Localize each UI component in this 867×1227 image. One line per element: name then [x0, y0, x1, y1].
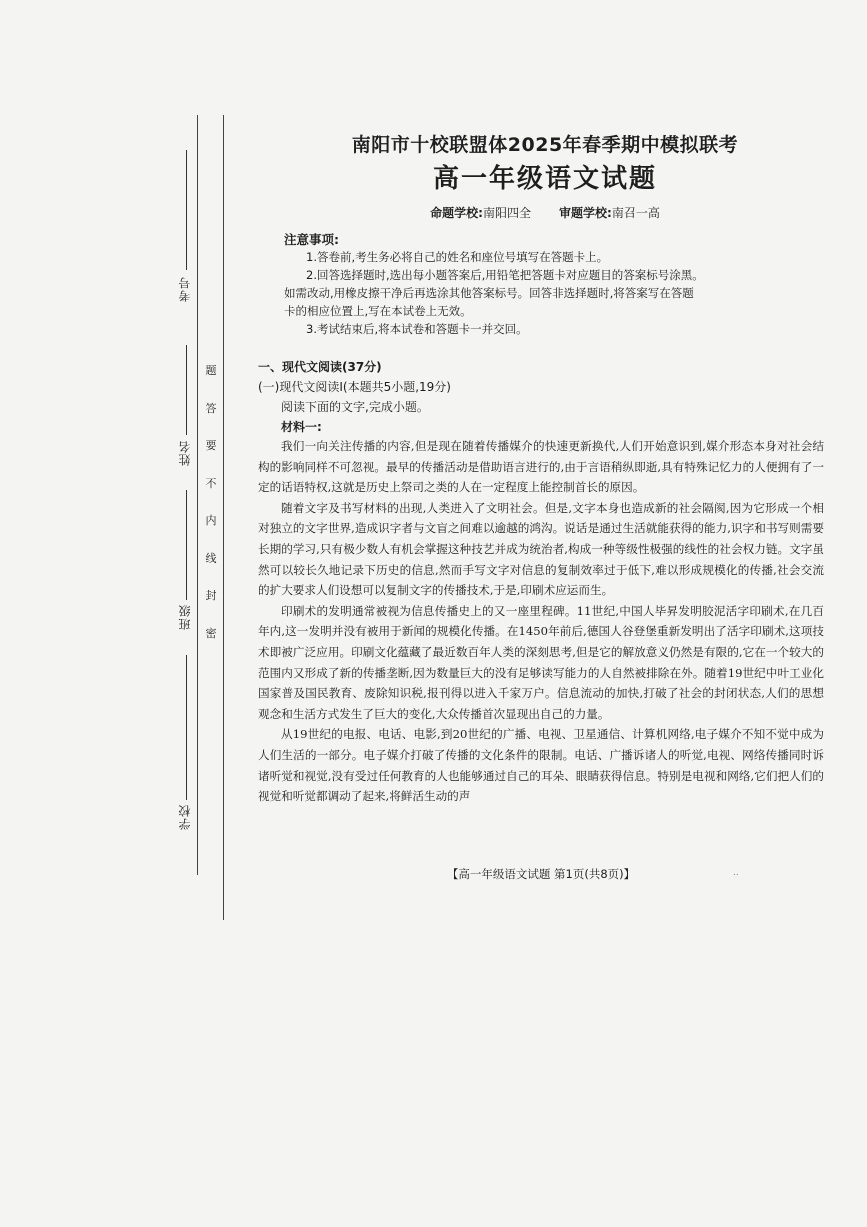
note-item: 2.回答选择题时,选出每小题答案后,用铅笔把答题卡对应题目的答案标号涂黑。 — [306, 268, 704, 282]
school-field-line — [186, 655, 187, 800]
note-item-cont: 如需改动,用橡皮擦干净后再选涂其他答案标号。回答非选择题时,将答案写在答题 — [284, 286, 694, 300]
note-item: 3.考试结束后,将本试卷和答题卡一并交回。 — [306, 322, 528, 336]
seal-char: 答 — [205, 401, 217, 415]
subsection-heading: (一)现代文阅读Ⅰ(本题共5小题,19分) — [258, 380, 451, 394]
seal-char: 题 — [205, 364, 217, 377]
note-item-cont: 卡的相应位置上,写在本试卷上无效。 — [284, 304, 472, 318]
notes-list — [284, 248, 744, 338]
exam-title-line1: 南阳市十校联盟体2025年春季期中模拟联考 — [351, 134, 739, 156]
reading-passage — [258, 436, 824, 807]
paragraph: 印刷术的发明通常被视为信息传播史上的又一座里程碑。11世纪,中国人毕昇发明胶泥活字印刷术,在几百年内,这一发明并没有被用于新闻的规模化传播。在1450年前后,德国人谷登堡重新发明出了活字印刷术,这项技术即被广泛应用。印刷文化蕴藏了最近数百年人类的深刻思考,但是它的解放意义仍然是有限的,它在一个较大的范围内又形成了新的传播垄断,因为数量巨大的没有足够读写能力的人自然被排除在外。随着19世纪中叶工业化国家普及国民教育、废除知识税,报刊得以进入千家万户。信息流动的加快,打破了社会的封闭状态,人们的思想观念和生活方式发生了巨大的变化,大众传播首次显现出自己的力量。 — [258, 603, 824, 721]
seal-char: 要 — [205, 439, 217, 452]
exam-title-line2: 高一年级语文试题 — [432, 164, 657, 194]
name-label: 姓名 — [178, 440, 192, 466]
binding-line-outer — [197, 115, 198, 875]
page-footer: 【高一年级语文试题 第1页(共8页)】 — [446, 867, 636, 881]
note-item: 1.答卷前,考生务必将自己的姓名和座位号填写在答题卡上。 — [306, 250, 609, 264]
seal-char: 封 — [205, 589, 217, 602]
exam-no-field-line — [186, 150, 187, 270]
instruction: 阅读下面的文字,完成小题。 — [281, 400, 429, 414]
notes-title: 注意事项: — [284, 232, 339, 247]
binding-line-inner — [223, 115, 224, 920]
paragraph: 我们一向关注传播的内容,但是现在随着传播媒介的快速更新换代,人们开始意识到,媒介形态本身对社会结构的影响同样不可忽视。最早的传播活动是借助语言进行的,由于言语稍纵即逝,具有特殊记忆力的人便拥有了一定的话语特权,这就是历史上祭司之类的人在一定程度上能控制首长的原因。 — [258, 439, 824, 495]
seal-char: 内 — [205, 514, 217, 527]
reviewer-label: 审题学校: — [559, 206, 612, 220]
school-label: 学校 — [178, 804, 192, 830]
class-field-line — [186, 490, 187, 600]
paragraph: 从19世纪的电报、电话、电影,到20世纪的广播、电视、卫星通信、计算机网络,电子媒介不知不觉中成为人们生活的一部分。电子媒介打破了传播的文化条件的限制。电话、广播诉诸人的听觉,电视、网络传播同时诉诸听觉和视觉,没有受过任何教育的人也能够通过自己的耳朵、眼睛获得信息。特别是电视和网络,它们把人们的视觉和听觉都调动了起来,将鲜活生动的声 — [258, 727, 824, 804]
class-label: 班级 — [178, 604, 192, 630]
section-heading: 一、现代文阅读(37分) — [258, 360, 382, 374]
seal-char: 不 — [205, 476, 217, 490]
reviewer-value: 南召一高 — [611, 206, 660, 220]
name-field-line — [186, 345, 187, 435]
seal-char: 线 — [205, 551, 217, 565]
scan-dots: .. — [733, 868, 739, 878]
seal-warning — [204, 352, 218, 652]
exam-no-label: 考号 — [178, 276, 192, 302]
paragraph: 随着文字及书写材料的出现,人类进入了文明社会。但是,文字本身也造成新的社会隔阂,因为它形成一个相对独立的文字世界,造成识字者与文盲之间难以逾越的鸿沟。说话是通过生活就能获得的能力,识字和书写则需要长期的学习,只有极少数人有机会掌握这种技艺并成为统治者,构成一种等级性极强的线性的社会权力链。文字虽然可以较长久地记录下历史的信息,然而手写文字对信息的复制效率过于低下,难以形成规模化的传播,社会交流的扩大要求人们设想可以复制文字的传播技术,于是,印刷术应运而生。 — [258, 500, 824, 598]
school-info — [230, 204, 860, 221]
setter-label: 命题学校: — [430, 206, 483, 220]
material-label: 材料一: — [281, 420, 322, 434]
seal-char: 密 — [205, 626, 217, 640]
setter-value: 南阳四全 — [482, 206, 531, 220]
